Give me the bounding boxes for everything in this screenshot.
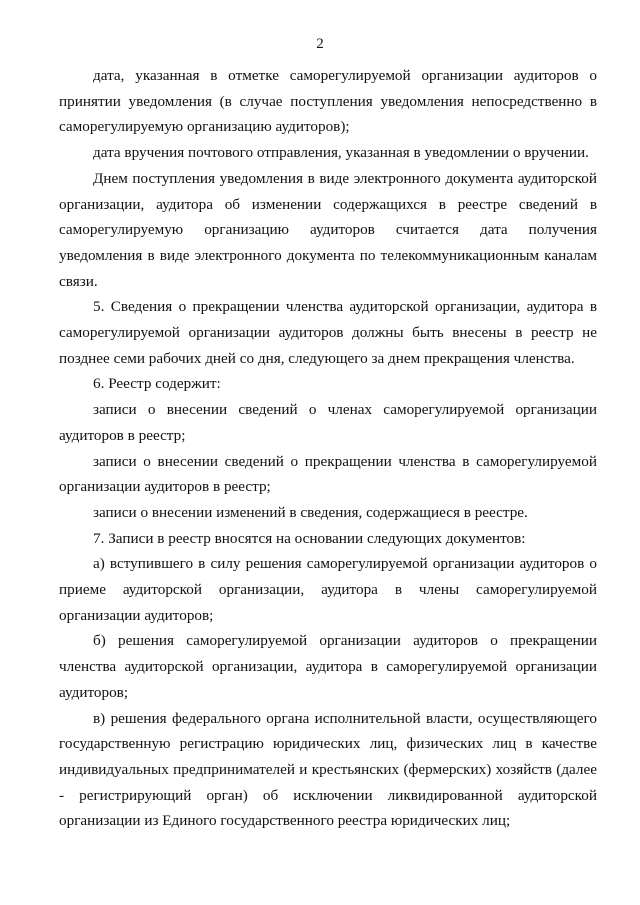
paragraph-item-7a: а) вступившего в силу решения саморегулируемой организации аудиторов о приеме аудиторской организации, аудитора в члены саморегулируемой организации аудиторов;: [59, 555, 597, 624]
paragraph-register-entries-changes: записи о внесении изменений в сведения, содержащиеся в реестре.: [93, 503, 528, 521]
paragraph-item-5: 5. Сведения о прекращении членства аудиторской организации, аудитора в саморегулируемой организации аудиторов должны быть внесены в реестр не позднее семи рабочих дней со дня, следующего за днем прекращения членства.: [59, 298, 597, 367]
paragraph-notice-acceptance-date: дата, указанная в отметке саморегулируемой организации аудиторов о принятии уведомления (в случае поступления уведомления непосредственно в саморегулируемую организацию аудиторов);: [59, 67, 597, 136]
document-body: [59, 63, 597, 834]
paragraph-item-7: 7. Записи в реестр вносятся на основании следующих документов:: [93, 529, 526, 547]
paragraph-electronic-notice-date: Днем поступления уведомления в виде электронного документа аудиторской организации, аудитора об изменении содержащихся в реестре сведений в саморегулируемую организацию аудиторов считается дата получения уведомления в виде электронного документа по телекоммуникационным каналам связи.: [59, 169, 597, 290]
paragraph-item-7c: в) решения федерального органа исполнительной власти, осуществляющего государственную регистрацию юридических лиц, физических лиц в качестве индивидуальных предпринимателей и крестьянских (фермерских) хозяйств (далее - регистрирующий орган) об исключении ликвидированной аудиторской организации из Единого государственного реестра юридических лиц;: [59, 709, 597, 830]
page-number: 2: [316, 36, 324, 52]
paragraph-register-entries-termination: записи о внесении сведений о прекращении членства в саморегулируемой организации аудиторов в реестр;: [59, 452, 597, 496]
paragraph-item-7b: б) решения саморегулируемой организации аудиторов о прекращении членства аудиторской организации, аудитора в саморегулируемой организации аудиторов;: [59, 632, 597, 701]
paragraph-register-entries-members: записи о внесении сведений о членах саморегулируемой организации аудиторов в реестр;: [59, 401, 597, 444]
paragraph-postal-delivery-date: дата вручения почтового отправления, указанная в уведомлении о вручении.: [93, 144, 589, 162]
paragraph-item-6: 6. Реестр содержит:: [93, 375, 221, 393]
